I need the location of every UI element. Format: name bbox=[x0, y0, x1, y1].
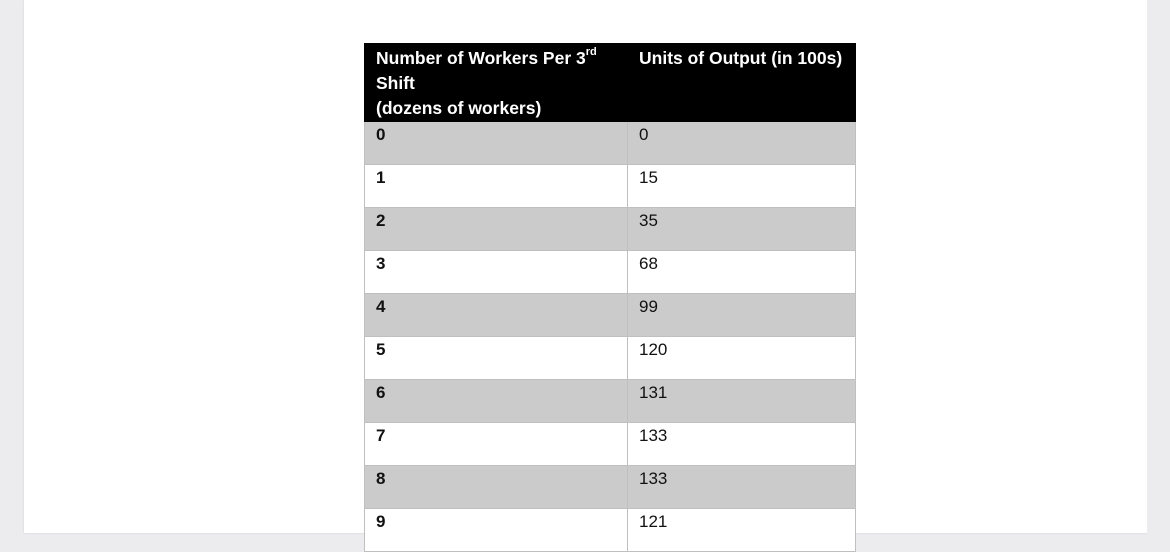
table-row bbox=[365, 423, 856, 466]
workers-output-table bbox=[364, 43, 856, 552]
output-cell: 99 bbox=[628, 294, 856, 337]
workers-cell: 0 bbox=[365, 122, 628, 165]
workers-cell: 7 bbox=[365, 423, 628, 466]
workers-cell: 9 bbox=[365, 509, 628, 552]
header-workers-line2: Shift bbox=[376, 73, 415, 93]
header-workers-sup: rd bbox=[585, 46, 597, 59]
table-row bbox=[365, 337, 856, 380]
output-cell: 35 bbox=[628, 208, 856, 251]
output-cell: 120 bbox=[628, 337, 856, 380]
workers-cell: 4 bbox=[365, 294, 628, 337]
table-row bbox=[365, 208, 856, 251]
window-background-right bbox=[1147, 0, 1170, 533]
header-workers-line3: (dozens of workers) bbox=[376, 98, 542, 118]
table-row bbox=[365, 466, 856, 509]
table-header-row bbox=[365, 44, 856, 122]
table-row bbox=[365, 251, 856, 294]
document-page bbox=[24, 0, 1147, 533]
output-cell: 121 bbox=[628, 509, 856, 552]
table-row bbox=[365, 294, 856, 337]
table-row bbox=[365, 509, 856, 552]
header-output: Units of Output (in 100s) bbox=[628, 44, 856, 122]
workers-cell: 8 bbox=[365, 466, 628, 509]
workers-cell: 6 bbox=[365, 380, 628, 423]
output-cell: 0 bbox=[628, 122, 856, 165]
window-background-left bbox=[0, 0, 24, 533]
table-row bbox=[365, 380, 856, 423]
output-cell: 133 bbox=[628, 423, 856, 466]
workers-cell: 2 bbox=[365, 208, 628, 251]
output-cell: 131 bbox=[628, 380, 856, 423]
header-workers-line1: Number of Workers Per 3 bbox=[376, 48, 586, 68]
workers-cell: 5 bbox=[365, 337, 628, 380]
table-row bbox=[365, 165, 856, 208]
output-cell: 133 bbox=[628, 466, 856, 509]
table-row bbox=[365, 122, 856, 165]
workers-cell: 1 bbox=[365, 165, 628, 208]
header-workers bbox=[365, 44, 628, 122]
output-cell: 68 bbox=[628, 251, 856, 294]
workers-cell: 3 bbox=[365, 251, 628, 294]
output-cell: 15 bbox=[628, 165, 856, 208]
